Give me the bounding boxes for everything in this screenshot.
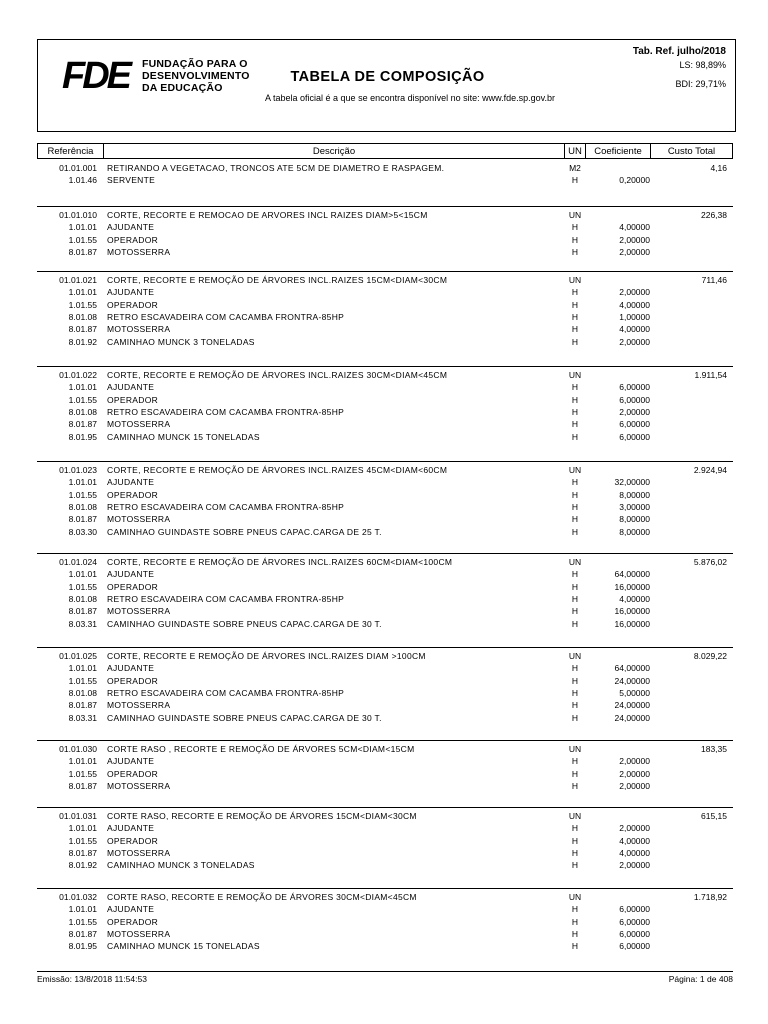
item-unit: H [571, 904, 579, 915]
table-row [37, 501, 733, 513]
item-description: OPERADOR [107, 489, 159, 500]
item-coefficient: 2,00000 [619, 406, 650, 417]
composition-unit: UN [568, 557, 582, 567]
composition-unit: UN [568, 465, 582, 475]
composition-header-row [37, 743, 733, 755]
item-description: CAMINHAO GUINDASTE SOBRE PNEUS CAPAC.CARGA DE 30 T. [107, 618, 382, 629]
table-row [37, 581, 733, 593]
column-header-coeficiente: Coeficiente [585, 143, 651, 159]
item-unit: H [571, 336, 579, 347]
composition-total-cost: 711,46 [701, 275, 727, 285]
item-description: CAMINHAO MUNCK 3 TONELADAS [107, 336, 255, 347]
item-description: MOTOSSERRA [107, 514, 171, 525]
item-coefficient: 4,00000 [619, 222, 650, 233]
item-unit: H [571, 299, 579, 310]
item-reference: 8.01.87 [68, 419, 97, 430]
group-divider [37, 647, 733, 648]
org-name-line: DESENVOLVIMENTO [142, 70, 250, 82]
item-description: CAMINHAO MUNCK 15 TONELADAS [107, 431, 260, 442]
item-unit: H [571, 823, 579, 834]
table-row [37, 323, 733, 335]
composition-description: CORTE, RECORTE E REMOÇÃO DE ÁRVORES INCL.RAIZES 60CM<DIAM<100CM [107, 557, 453, 567]
item-unit: H [571, 780, 579, 791]
composition-unit: UN [568, 210, 582, 220]
group-divider [37, 366, 733, 367]
item-reference: 1.01.01 [68, 382, 97, 393]
item-description: AJUDANTE [107, 904, 155, 915]
table-row [37, 406, 733, 418]
item-coefficient: 6,00000 [619, 941, 650, 952]
item-reference: 1.01.55 [68, 675, 97, 686]
item-unit: H [571, 941, 579, 952]
item-coefficient: 2,00000 [619, 756, 650, 767]
item-unit: H [571, 712, 579, 723]
item-description: OPERADOR [107, 675, 159, 686]
item-reference: 1.01.01 [68, 287, 97, 298]
item-coefficient: 24,00000 [614, 712, 650, 723]
item-coefficient: 2,00000 [619, 246, 650, 257]
composition-header-row [37, 369, 733, 381]
item-unit: H [571, 569, 579, 580]
composition-total-cost: 5.876,02 [693, 557, 727, 567]
item-reference: 1.01.01 [68, 569, 97, 580]
item-description: AJUDANTE [107, 382, 155, 393]
item-description: OPERADOR [107, 234, 159, 245]
item-unit: H [571, 860, 579, 871]
item-description: OPERADOR [107, 835, 159, 846]
composition-header-row [37, 464, 733, 476]
table-row [37, 822, 733, 834]
item-unit: H [571, 835, 579, 846]
item-description: MOTOSSERRA [107, 700, 171, 711]
table-row [37, 234, 733, 246]
composition-header-row [37, 891, 733, 903]
composition-code: 01.01.022 [59, 370, 97, 380]
item-coefficient: 32,00000 [614, 477, 650, 488]
item-reference: 1.01.01 [68, 756, 97, 767]
table-row [37, 174, 733, 186]
item-unit: H [571, 606, 579, 617]
group-divider [37, 740, 733, 741]
item-coefficient: 16,00000 [614, 618, 650, 629]
item-description: MOTOSSERRA [107, 780, 171, 791]
item-unit: H [571, 687, 579, 698]
item-description: OPERADOR [107, 394, 159, 405]
composition-description: CORTE RASO, RECORTE E REMOÇÃO DE ÁRVORES 30CM<DIAM<45CM [107, 892, 417, 902]
table-row [37, 768, 733, 780]
item-reference: 8.01.87 [68, 606, 97, 617]
item-reference: 8.01.08 [68, 311, 97, 322]
composition-total-cost: 1.718,92 [693, 892, 727, 902]
item-coefficient: 6,00000 [619, 431, 650, 442]
table-row [37, 299, 733, 311]
item-coefficient: 6,00000 [619, 904, 650, 915]
item-coefficient: 8,00000 [619, 489, 650, 500]
item-unit: H [571, 675, 579, 686]
item-reference: 8.01.08 [68, 406, 97, 417]
table-row [37, 336, 733, 348]
item-reference: 8.01.08 [68, 501, 97, 512]
item-unit: H [571, 663, 579, 674]
item-reference: 8.03.30 [68, 526, 97, 537]
table-row [37, 593, 733, 605]
item-unit: H [571, 514, 579, 525]
item-description: AJUDANTE [107, 477, 155, 488]
item-reference: 1.01.01 [68, 823, 97, 834]
item-unit: H [571, 287, 579, 298]
composition-code: 01.01.001 [59, 163, 97, 173]
table-row [37, 605, 733, 617]
item-unit: H [571, 489, 579, 500]
item-description: OPERADOR [107, 916, 159, 927]
item-coefficient: 2,00000 [619, 860, 650, 871]
composition-code: 01.01.021 [59, 275, 97, 285]
composition-total-cost: 8.029,22 [693, 651, 727, 661]
item-coefficient: 4,00000 [619, 847, 650, 858]
bdi-rate: BDI: 29,71% [675, 79, 726, 89]
item-unit: H [571, 618, 579, 629]
composition-total-cost: 615,15 [701, 811, 727, 821]
composition-code: 01.01.030 [59, 744, 97, 754]
item-description: CAMINHAO GUINDASTE SOBRE PNEUS CAPAC.CARGA DE 25 T. [107, 526, 382, 537]
item-unit: H [571, 477, 579, 488]
group-divider [37, 271, 733, 272]
item-unit: H [571, 928, 579, 939]
item-reference: 1.01.55 [68, 489, 97, 500]
item-coefficient: 8,00000 [619, 526, 650, 537]
item-coefficient: 2,00000 [619, 780, 650, 791]
footer-divider [37, 971, 733, 972]
composition-header-row [37, 556, 733, 568]
item-unit: H [571, 222, 579, 233]
item-description: AJUDANTE [107, 222, 155, 233]
item-reference: 8.01.87 [68, 246, 97, 257]
item-description: CAMINHAO MUNCK 15 TONELADAS [107, 941, 260, 952]
item-unit: H [571, 382, 579, 393]
item-coefficient: 8,00000 [619, 514, 650, 525]
item-description: MOTOSSERRA [107, 606, 171, 617]
composition-unit: UN [568, 892, 582, 902]
item-coefficient: 6,00000 [619, 419, 650, 430]
item-reference: 8.01.92 [68, 336, 97, 347]
logo-mark: FDE [62, 56, 129, 96]
item-reference: 1.01.55 [68, 835, 97, 846]
item-reference: 1.01.55 [68, 299, 97, 310]
item-reference: 8.01.08 [68, 593, 97, 604]
item-description: AJUDANTE [107, 823, 155, 834]
table-row [37, 568, 733, 580]
composition-header-row [37, 274, 733, 286]
item-unit: H [571, 406, 579, 417]
item-coefficient: 1,00000 [619, 311, 650, 322]
item-reference: 1.01.55 [68, 768, 97, 779]
table-row [37, 431, 733, 443]
column-header-descricao: Descrição [103, 143, 565, 159]
item-unit: H [571, 419, 579, 430]
composition-code: 01.01.031 [59, 811, 97, 821]
item-description: OPERADOR [107, 299, 159, 310]
table-row [37, 940, 733, 952]
composition-total-cost: 226,38 [701, 210, 727, 220]
item-coefficient: 2,00000 [619, 823, 650, 834]
item-description: SERVENTE [107, 175, 156, 186]
composition-header-row [37, 162, 733, 174]
composition-description: CORTE RASO, RECORTE E REMOÇÃO DE ÁRVORES 15CM<DIAM<30CM [107, 811, 417, 821]
item-reference: 1.01.01 [68, 222, 97, 233]
item-coefficient: 4,00000 [619, 593, 650, 604]
item-unit: H [571, 768, 579, 779]
item-coefficient: 16,00000 [614, 581, 650, 592]
item-reference: 8.01.95 [68, 431, 97, 442]
table-row [37, 394, 733, 406]
item-unit: H [571, 847, 579, 858]
table-row [37, 687, 733, 699]
composition-total-cost: 1.911,54 [694, 370, 727, 380]
item-description: MOTOSSERRA [107, 324, 171, 335]
table-row [37, 712, 733, 724]
composition-unit: M2 [569, 163, 581, 173]
item-reference: 1.01.46 [68, 175, 97, 186]
table-row [37, 903, 733, 915]
table-row [37, 286, 733, 298]
item-coefficient: 64,00000 [614, 663, 650, 674]
column-header-un: UN [564, 143, 586, 159]
item-coefficient: 6,00000 [619, 916, 650, 927]
table-reference: Tab. Ref. julho/2018 [632, 46, 726, 57]
item-description: AJUDANTE [107, 569, 155, 580]
item-reference: 8.01.92 [68, 860, 97, 871]
composition-description: RETIRANDO A VEGETACAO, TRONCOS ATE 5CM DE DIAMETRO E RASPAGEM. [107, 163, 445, 173]
table-row [37, 847, 733, 859]
item-unit: H [571, 581, 579, 592]
table-row [37, 476, 733, 488]
column-header-referencia: Referência [37, 143, 104, 159]
item-unit: H [571, 756, 579, 767]
item-unit: H [571, 234, 579, 245]
page-number: Página: 1 de 408 [668, 974, 733, 984]
item-coefficient: 6,00000 [619, 928, 650, 939]
item-reference: 1.01.01 [68, 663, 97, 674]
item-description: RETRO ESCAVADEIRA COM CACAMBA FRONTRA-85HP [107, 593, 345, 604]
table-row [37, 246, 733, 258]
item-description: MOTOSSERRA [107, 419, 171, 430]
item-coefficient: 24,00000 [614, 700, 650, 711]
group-divider [37, 553, 733, 554]
item-reference: 8.01.87 [68, 928, 97, 939]
item-description: MOTOSSERRA [107, 847, 171, 858]
composition-description: CORTE, RECORTE E REMOÇÃO DE ÁRVORES INCL.RAIZES 30CM<DIAM<45CM [107, 370, 448, 380]
table-row [37, 928, 733, 940]
item-unit: H [571, 501, 579, 512]
composition-description: CORTE, RECORTE E REMOÇÃO DE ÁRVORES INCL.RAIZES DIAM >100CM [107, 651, 426, 661]
item-unit: H [571, 324, 579, 335]
item-unit: H [571, 175, 579, 186]
table-row [37, 513, 733, 525]
document-header [37, 39, 736, 132]
item-coefficient: 2,00000 [619, 287, 650, 298]
composition-header-row [37, 650, 733, 662]
item-unit: H [571, 593, 579, 604]
item-reference: 1.01.55 [68, 581, 97, 592]
group-divider [37, 206, 733, 207]
table-row [37, 675, 733, 687]
item-reference: 1.01.01 [68, 477, 97, 488]
table-row [37, 699, 733, 711]
item-reference: 8.03.31 [68, 618, 97, 629]
item-reference: 8.01.08 [68, 687, 97, 698]
composition-total-cost: 183,35 [701, 744, 727, 754]
composition-code: 01.01.025 [59, 651, 97, 661]
table-row [37, 618, 733, 630]
item-coefficient: 16,00000 [614, 606, 650, 617]
page-subtitle: A tabela oficial é a que se encontra disponível no site: www.fde.sp.gov.br [265, 93, 556, 103]
item-reference: 1.01.01 [68, 904, 97, 915]
composition-description: CORTE RASO , RECORTE E REMOÇÃO DE ÁRVORES 5CM<DIAM<15CM [107, 744, 415, 754]
item-coefficient: 0,20000 [619, 175, 650, 186]
item-reference: 1.01.55 [68, 916, 97, 927]
table-row [37, 916, 733, 928]
table-row [37, 859, 733, 871]
composition-unit: UN [568, 811, 582, 821]
item-description: OPERADOR [107, 581, 159, 592]
item-description: RETRO ESCAVADEIRA COM CACAMBA FRONTRA-85HP [107, 687, 345, 698]
composition-description: CORTE, RECORTE E REMOÇÃO DE ÁRVORES INCL.RAIZES 45CM<DIAM<60CM [107, 465, 448, 475]
item-coefficient: 2,00000 [619, 768, 650, 779]
item-coefficient: 24,00000 [614, 675, 650, 686]
table-row [37, 835, 733, 847]
item-reference: 1.01.55 [68, 234, 97, 245]
item-reference: 8.01.87 [68, 700, 97, 711]
item-description: RETRO ESCAVADEIRA COM CACAMBA FRONTRA-85HP [107, 406, 345, 417]
composition-header-row [37, 209, 733, 221]
composition-description: CORTE, RECORTE E REMOÇÃO DE ÁRVORES INCL.RAIZES 15CM<DIAM<30CM [107, 275, 448, 285]
composition-unit: UN [568, 370, 582, 380]
composition-unit: UN [568, 744, 582, 754]
table-row [37, 489, 733, 501]
composition-code: 01.01.023 [59, 465, 97, 475]
item-description: RETRO ESCAVADEIRA COM CACAMBA FRONTRA-85HP [107, 311, 345, 322]
item-description: AJUDANTE [107, 663, 155, 674]
composition-code: 01.01.024 [59, 557, 97, 567]
table-row [37, 381, 733, 393]
ls-rate: LS: 98,89% [679, 60, 726, 70]
item-unit: H [571, 431, 579, 442]
item-description: MOTOSSERRA [107, 246, 171, 257]
group-divider [37, 888, 733, 889]
item-description: MOTOSSERRA [107, 928, 171, 939]
composition-unit: UN [568, 275, 582, 285]
item-description: CAMINHAO MUNCK 3 TONELADAS [107, 860, 255, 871]
table-row [37, 418, 733, 430]
composition-unit: UN [568, 651, 582, 661]
table-row [37, 526, 733, 538]
item-description: OPERADOR [107, 768, 159, 779]
item-reference: 1.01.55 [68, 394, 97, 405]
item-coefficient: 4,00000 [619, 299, 650, 310]
item-coefficient: 2,00000 [619, 234, 650, 245]
item-coefficient: 6,00000 [619, 394, 650, 405]
item-description: AJUDANTE [107, 756, 155, 767]
item-coefficient: 5,00000 [619, 687, 650, 698]
composition-total-cost: 2.924,94 [693, 465, 727, 475]
item-description: AJUDANTE [107, 287, 155, 298]
table-row [37, 311, 733, 323]
page-title: TABELA DE COMPOSIÇÃO [290, 69, 485, 85]
item-coefficient: 64,00000 [614, 569, 650, 580]
table-row [37, 221, 733, 233]
item-unit: H [571, 311, 579, 322]
org-name-line: DA EDUCAÇÃO [142, 82, 223, 94]
item-reference: 8.01.95 [68, 941, 97, 952]
item-unit: H [571, 394, 579, 405]
org-name-line: FUNDAÇÃO PARA O [142, 58, 248, 70]
item-coefficient: 4,00000 [619, 324, 650, 335]
item-coefficient: 2,00000 [619, 336, 650, 347]
composition-description: CORTE, RECORTE E REMOCAO DE ARVORES INCL RAIZES DIAM>5<15CM [107, 210, 428, 220]
item-description: RETRO ESCAVADEIRA COM CACAMBA FRONTRA-85HP [107, 501, 345, 512]
group-divider [37, 807, 733, 808]
item-coefficient: 4,00000 [619, 835, 650, 846]
item-unit: H [571, 526, 579, 537]
composition-code: 01.01.032 [59, 892, 97, 902]
item-reference: 8.01.87 [68, 324, 97, 335]
column-header-custo-total: Custo Total [650, 143, 733, 159]
composition-code: 01.01.010 [59, 210, 97, 220]
table-header [37, 143, 733, 160]
composition-total-cost: 4,16 [710, 163, 727, 173]
item-unit: H [571, 700, 579, 711]
item-unit: H [571, 246, 579, 257]
item-unit: H [571, 916, 579, 927]
item-reference: 8.03.31 [68, 712, 97, 723]
item-description: CAMINHAO GUINDASTE SOBRE PNEUS CAPAC.CARGA DE 30 T. [107, 712, 382, 723]
composition-header-row [37, 810, 733, 822]
table-row [37, 780, 733, 792]
table-row [37, 755, 733, 767]
item-reference: 8.01.87 [68, 780, 97, 791]
item-reference: 8.01.87 [68, 847, 97, 858]
item-coefficient: 6,00000 [619, 382, 650, 393]
item-coefficient: 3,00000 [619, 501, 650, 512]
item-reference: 8.01.87 [68, 514, 97, 525]
table-row [37, 662, 733, 674]
emission-date: Emissão: 13/8/2018 11:54:53 [37, 974, 147, 984]
group-divider [37, 461, 733, 462]
